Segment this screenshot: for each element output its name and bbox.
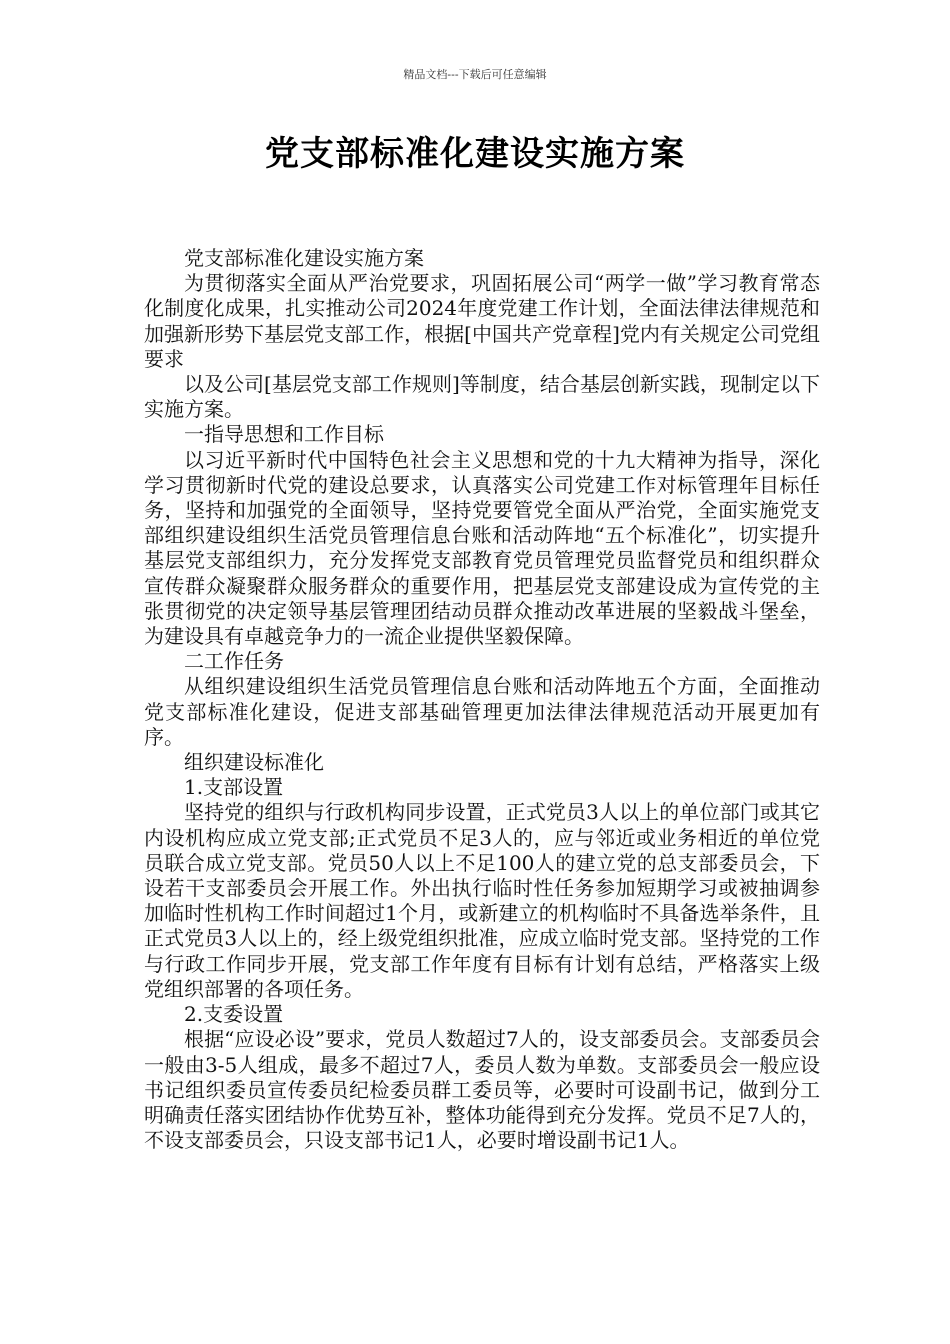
document-title: 党支部标准化建设实施方案	[265, 134, 685, 174]
paragraph-intro-continued: 以及公司[基层党支部工作规则]等制度，结合基层创新实践，现制定以下实施方案。	[144, 372, 820, 422]
paragraph-guiding-ideology: 以习近平新时代中国特色社会主义思想和党的十九大精神为指导，深化学习贯彻新时代党的建设总要求，认真落实公司党建工作对标管理年目标任务，坚持和加强党的全面领导，坚持党要管党全面从严治党，全面实施党支部组织建设组织生活党员管理信息台账和活动阵地“五个标准化”，切实提升基层党支部组织力，充分发挥党支部教育党员管理党员监督党员和组织群众宣传群众凝聚群众服务群众的重要作用，把基层党支部建设成为宣传党的主张贯彻党的决定领导基层管理团结动员群众推动改革进展的坚毅战斗堡垒，为建设具有卓越竞争力的一流企业提供坚毅保障。	[144, 447, 820, 649]
paragraph-intro: 为贯彻落实全面从严治党要求，巩固拓展公司“两学一做”学习教育常态化制度化成果，扎实推动公司2024年度党建工作计划，全面法律法律规范和加强新形势下基层党支部工作，根据[中国共产党章程]党内有关规定公司党组要求	[144, 271, 820, 371]
section-heading-guiding-ideology: 一指导思想和工作目标	[184, 422, 384, 447]
paragraph-branch-setup: 坚持党的组织与行政机构同步设置，正式党员3人以上的单位部门或其它内设机构应成立党支部;正式党员不足3人的，应与邻近或业务相近的单位党员联合成立党支部。党员50人以上不足100人的建立党的总支部委员会，下设若干支部委员会开展工作。外出执行临时性任务参加短期学习或被抽调参加临时性机构工作时间超过1个月，或新建立的机构临时不具备选举条件，且正式党员3人以上的，经上级党组织批准，应成立临时党支部。坚持党的工作与行政工作同步开展，党支部工作年度有目标有计划有总结，严格落实上级党组织部署的各项任务。	[144, 800, 820, 1001]
paragraph-subtitle: 党支部标准化建设实施方案	[184, 246, 424, 270]
section-heading-work-tasks: 二工作任务	[184, 649, 284, 674]
subsection-heading-organization: 组织建设标准化	[184, 750, 324, 775]
item-heading-committee-setup: 2.支委设置	[184, 1002, 284, 1027]
paragraph-work-tasks: 从组织建设组织生活党员管理信息台账和活动阵地五个方面，全面推动党支部标准化建设，促进支部基础管理更加法律法律规范活动开展更加有序。	[144, 674, 820, 749]
document-body	[144, 246, 820, 1153]
item-heading-branch-setup: 1.支部设置	[184, 775, 284, 800]
header-note: 精品文档---下载后可任意编辑	[403, 68, 547, 81]
paragraph-committee-setup: 根据“应设必设”要求，党员人数超过7人的，设支部委员会。支部委员会一般由3-5人组成，最多不超过7人，委员人数为单数。支部委员会一般应设书记组织委员宣传委员纪检委员群工委员等，必要时可设副书记，做到分工明确责任落实团结协作优势互补，整体功能得到充分发挥。党员不足7人的，不设支部委员会，只设支部书记1人，必要时增设副书记1人。	[144, 1027, 820, 1153]
